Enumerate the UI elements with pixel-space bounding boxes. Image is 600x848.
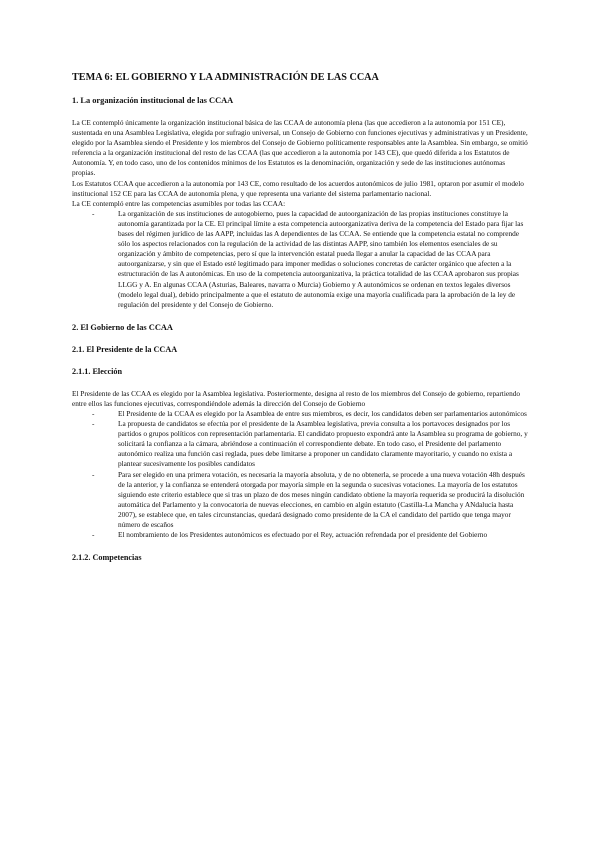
list-item	[72, 530, 530, 540]
list-item-text: La organización de sus instituciones de autogobierno, pues la capacidad de autoorganización de las propias instituciones constituye la autonomía garantizada por la CE. El principal límite a esta competencia autoorganizativa deriva de la competencia del Estado para fijar las bases del régimen jurídico de las AAPP, incluidas las A dependientes de las CCAA. Se entiende que la competencia estatal no comprende sólo los aspectos relacionados con la regulación de la actividad de las distintas AAPP, sino también los elementos esenciales de su organización y ámbito de competencias, pero sí que la intervención estatal pueda llegar a anular la capacidad de las CCAA para autoorganizarse, y sin que el Estado esté legitimado para imponer medidas o soluciones concretas de carácter orgánico que afecten a la estructuración de las A autonómicas. En uso de la competencia autoorganizativa, la práctica totalidad de las CCAA aprobaron sus propias LLGG y A. En algunas CCAA (Asturias, Baleares, navarra o Murcia) Gobierno y A autonómicos se ordenan en textos legales diversos (modelo legal dual), debido principalmente a que el estatuto de autonomía exige una mayoría cualificada para la aprobación de la ley de regulación del presidente y del Consejo de Gobierno.	[118, 208, 524, 309]
section-2-bullet-list	[72, 409, 530, 540]
list-item	[72, 409, 530, 419]
section-1-bullet-list	[72, 209, 530, 310]
list-item-text: Para ser elegido en una primera votación, es necesaria la mayoría absoluta, y de no obtenerla, se procede a una nueva votación 48h después de la anterior, y la confianza se entenderá otorgada por mayoría simple en la segunda o sucesivas votaciones. La mayoría de los estatutos siguiendo este criterio establece que si tras un plazo de dos meses ningún candidato obtiene la mayoría requerida se producirá la disolución automática del Parlamento y la convocatoria de nuevas elecciones, en cambio en algún estatuto (Castilla-La Mancha y ANdalucía hasta 2007), se establece que, en tales circunstancias, quedará designado como presidente de la CA el candidato del partido que tenga mayor número de escaños	[118, 469, 525, 529]
document-title: TEMA 6: EL GOBIERNO Y LA ADMINISTRACIÓN DE LAS CCAA	[72, 72, 379, 83]
document-page	[72, 72, 530, 575]
section-1-heading: 1. La organización institucional de las CCAA	[72, 96, 234, 105]
subsection-2-1-1-heading: 2.1.1. Elección	[72, 366, 123, 376]
list-item	[72, 470, 530, 531]
dash-marker: -	[92, 530, 95, 540]
dash-marker: -	[92, 408, 95, 418]
dash-marker: -	[92, 208, 95, 218]
dash-marker: -	[92, 419, 95, 429]
section-1-paragraph-3: La CE contempló entre las competencias asumibles por todas las CCAA:	[72, 198, 286, 208]
list-item-text: El Presidente de la CCAA es elegido por la Asamblea de entre sus miembros, es decir, los candidatos deben ser parlamentarios autonómicos	[118, 408, 527, 418]
list-item-text: El nombramiento de los Presidentes autonómicos es efectuado por el Rey, actuación refrendada por el presidente del Gobierno	[118, 530, 488, 540]
section-1-paragraph-1: La CE contempló únicamente la organización institucional básica de las CCAA de autonomía plena (las que accedieron a la autonomía por 151 CE), sustentada en una Asamblea Legislativa, elegida por sufragio universal, un Consejo de Gobierno con funciones ejecutivas y administrativas y un Presidente, elegido por la Asamblea siendo el Presidente y los miembros del Consejo de Gobierno políticamente responsables ante la Asamblea. Sin embargo, se omitió referencia a la organización institucional del resto de las CCAA (las que accedieron a la autonomía por 143 CE), que quedó diferida a los Estatutos de Autonomía. Y, en todo caso, uno de los contenidos mínimos de los Estatutos es la denominación, organización y sede de las instituciones autónomas propias.	[72, 118, 528, 178]
subsection-2-1-heading: 2.1. El Presidente de la CCAA	[72, 344, 178, 354]
list-item-text: La propuesta de candidatos se efectúa por el presidente de la Asamblea legislativa, previa consulta a los portavoces designados por los partidos o grupos políticos con representación parlamentaria. El candidato propuesto expondrá ante la Asamblea su programa de gobierno, y solicitará la confianza a la cámara, abriéndose a continuación el correspondiente debate. En todo caso, el Presidente del parlamento autonómico realiza una función casi reglada, pues debe limitarse a proponer un candidato claramente mayoritario, y cuando no exista a plantear sucesivamente los posibles candidatos	[118, 419, 528, 469]
list-item	[72, 209, 530, 310]
section-1-paragraph-2: Los Estatutos CCAA que accedieron a la autonomía por 143 CE, como resultado de los acuerdos autonómicos de julio 1981, optaron por asumir el modelo institucional 152 CE para las CCAA de autonomía plena, y que representa una variante del sistema parlamentario nacional.	[72, 178, 524, 198]
list-item	[72, 419, 530, 469]
section-2-heading: 2. El Gobierno de las CCAA	[72, 322, 173, 332]
dash-marker: -	[92, 469, 95, 479]
subsection-2-1-2-heading: 2.1.2. Competencias	[72, 553, 142, 563]
section-2-paragraph-1: El Presidente de las CCAA es elegido por la Asamblea legislativa. Posteriormente, designa al resto de los miembros del Consejo de gobierno, repartiendo entre ellos las funciones ejecutivas, correspondiéndole además la dirección del Consejo de Gobierno	[72, 388, 521, 408]
